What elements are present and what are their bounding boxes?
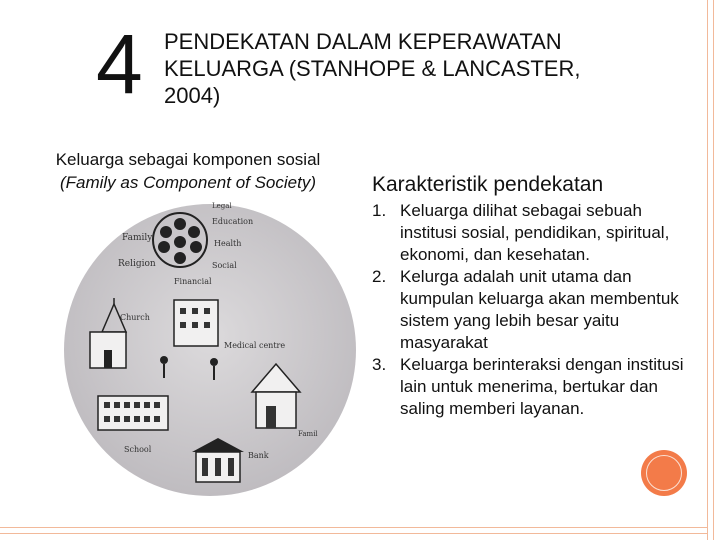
slide-border-right (707, 0, 708, 540)
subtitle-english: (Family as Component of Society) (59, 173, 317, 192)
slide-border-bottom (0, 527, 708, 528)
list-item (372, 200, 702, 266)
family-society-illustration (62, 202, 358, 498)
label-health: Health (214, 239, 242, 248)
list-item-text: Kelurga adalah unit utama dan kumpulan keluarga akan membentuk sistem yang lebih besar yaitu masyarakat (400, 267, 679, 352)
label-financial: Financial (174, 277, 212, 286)
list-item-number: 3. (372, 355, 387, 374)
list-item (372, 354, 702, 420)
label-school: School (124, 445, 152, 454)
list-item-text: Keluarga dilihat sebagai sebuah institusi sosial, pendidikan, spiritual, ekonomi, dan kesehatan. (400, 201, 670, 264)
list-item-number: 1. (372, 201, 387, 220)
label-medical-centre: Medical centre (224, 341, 286, 350)
characteristics-list (372, 200, 702, 420)
label-education: Education (212, 217, 254, 226)
subtitle-indonesian: Keluarga sebagai komponen sosial (55, 150, 321, 169)
medical-centre-icon (174, 300, 218, 346)
subtitle (28, 148, 348, 194)
label-family-small: Famil (298, 430, 318, 438)
label-social: Social (212, 261, 237, 270)
list-item-text: Keluarga berinteraksi dengan institusi lain untuk menerima, bertukar dan saling memberi layanan. (400, 355, 684, 418)
list-item (372, 266, 702, 354)
label-legal: Legal (212, 202, 232, 210)
slide-number: 4 (96, 17, 143, 111)
characteristics-heading: Karakteristik pendekatan (372, 173, 604, 196)
slide-border-right-outer (713, 0, 714, 540)
illustration-svg (62, 202, 358, 498)
decorative-orange-circle-ring (646, 455, 682, 491)
slide-border-bottom-outer (0, 533, 708, 534)
list-item-number: 2. (372, 267, 387, 286)
label-family: Family (122, 233, 153, 243)
label-religion: Religion (118, 259, 156, 269)
label-bank: Bank (248, 451, 269, 460)
label-church: Church (120, 313, 150, 322)
slide-title: PENDEKATAN DALAM KEPERAWATAN KELUARGA (STANHOPE & LANCASTER, 2004) (164, 29, 581, 108)
school-icon (98, 396, 168, 430)
